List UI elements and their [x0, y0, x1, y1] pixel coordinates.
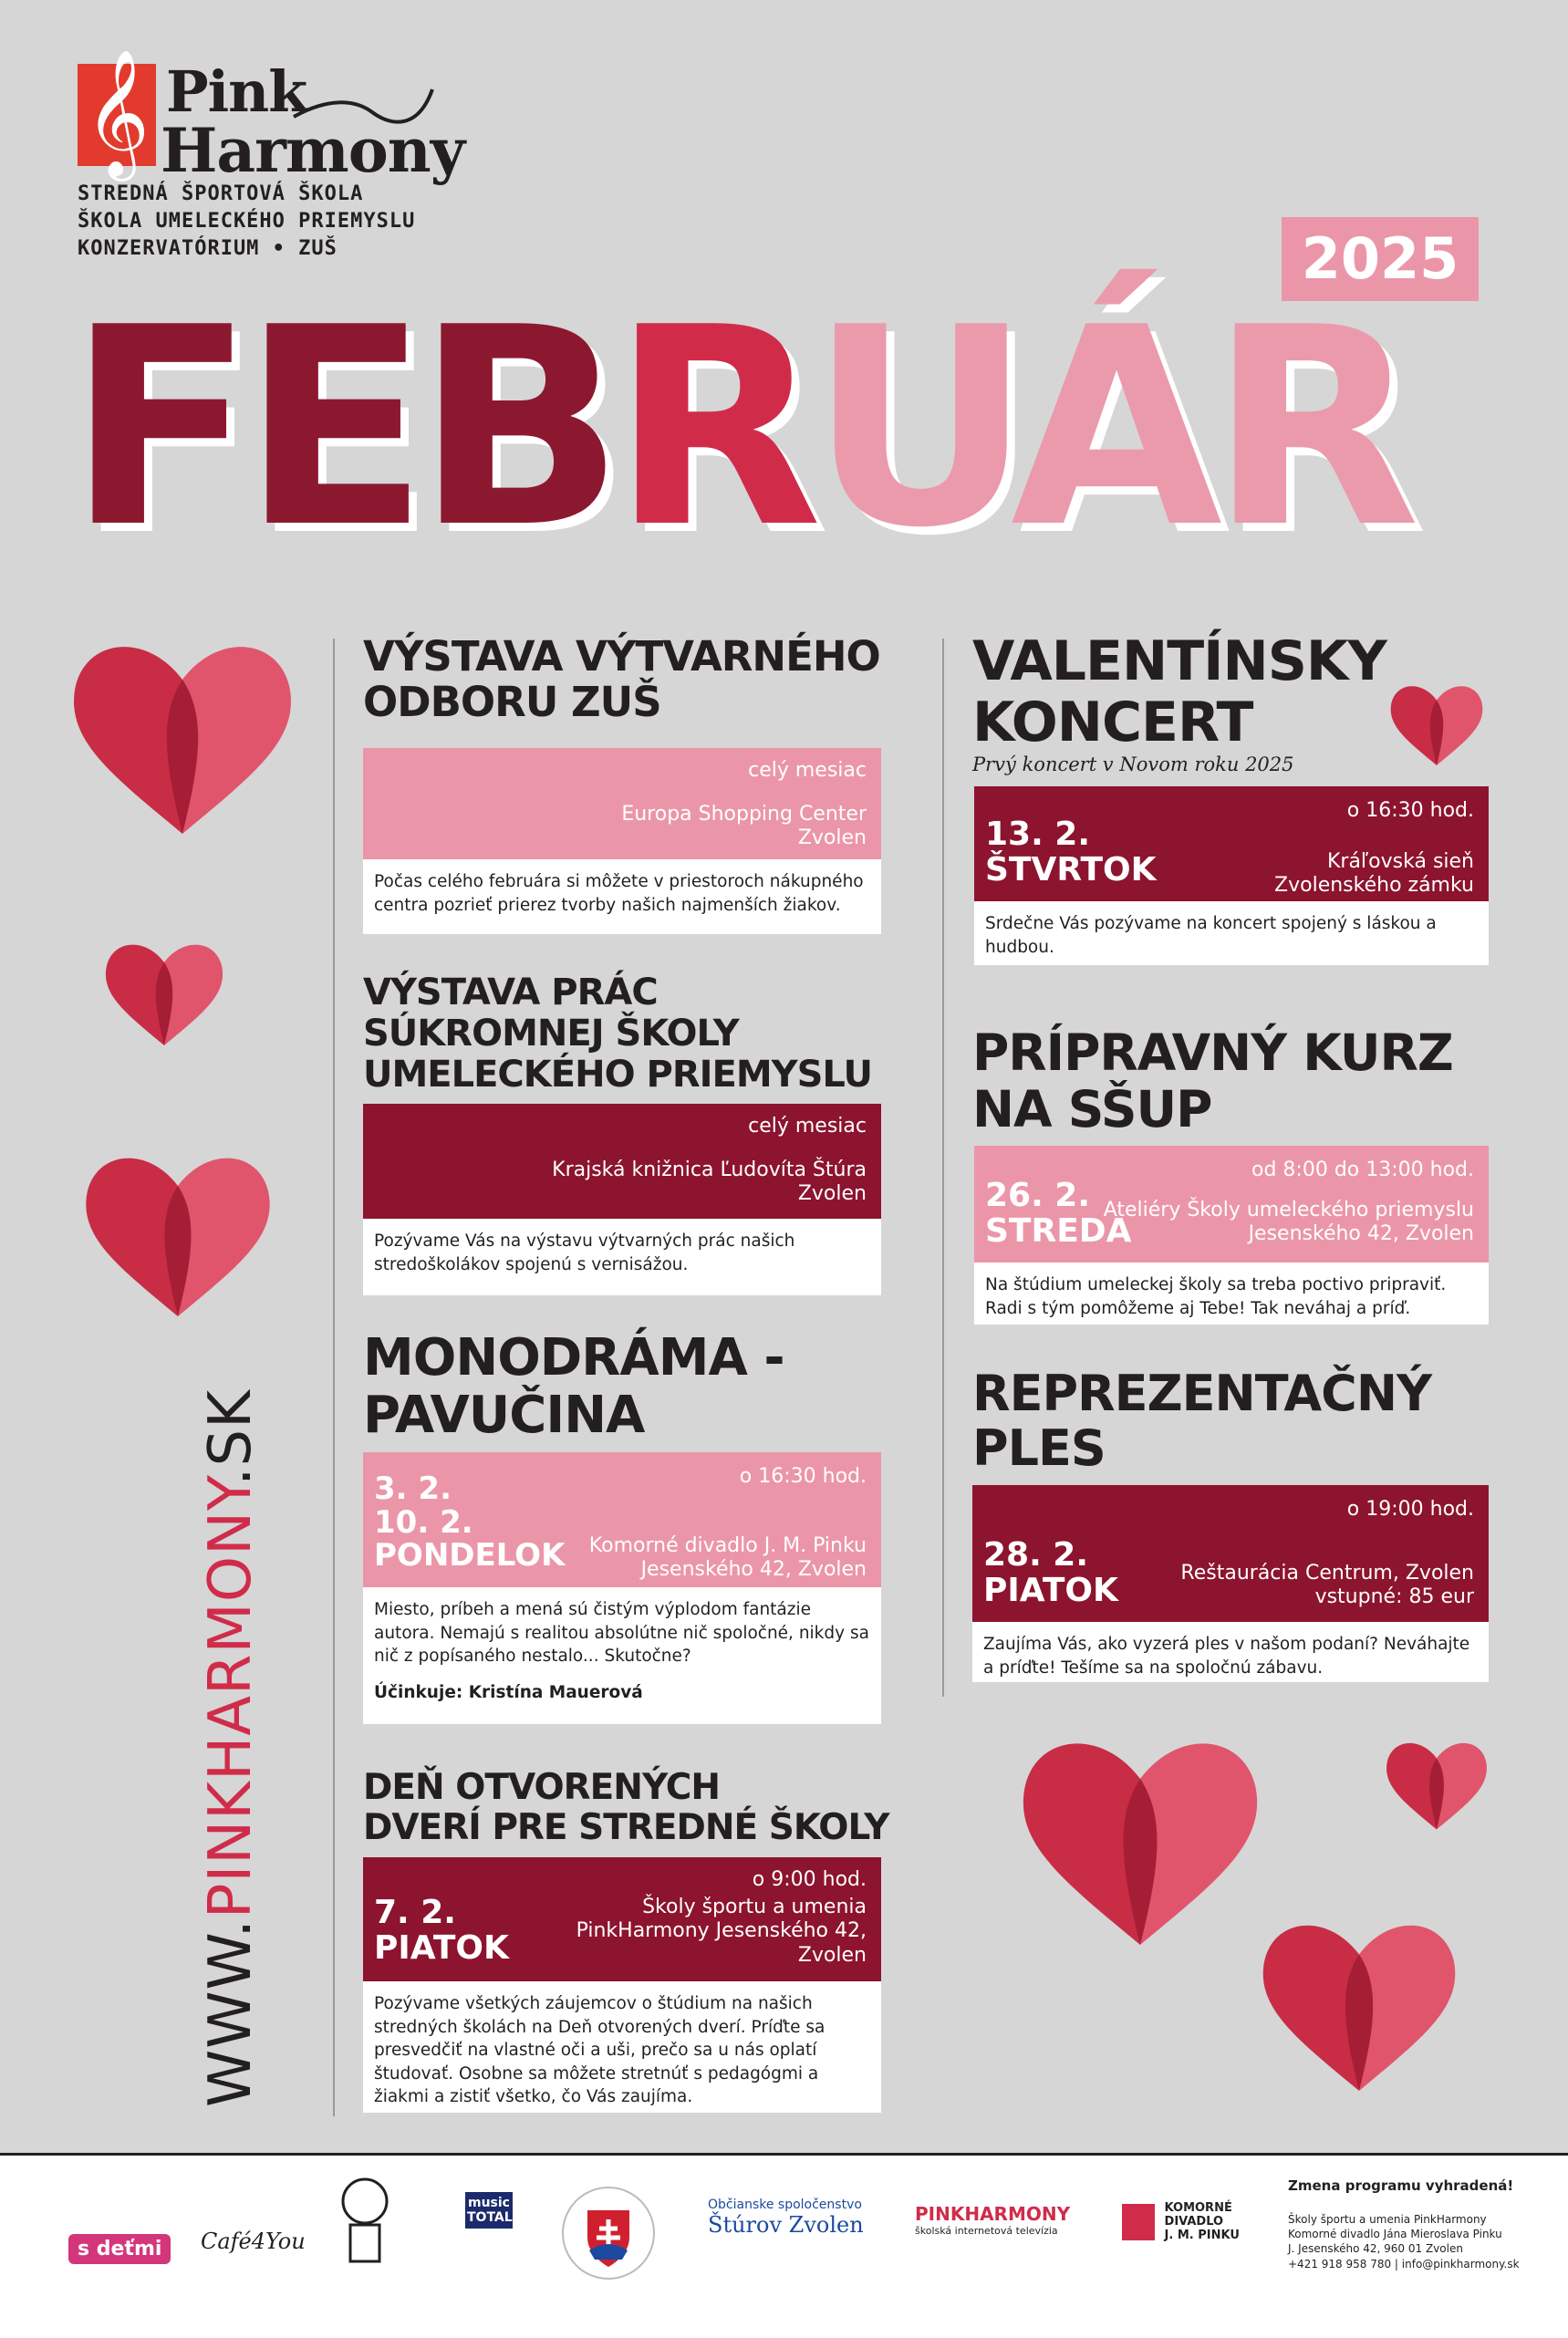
treble-clef-icon: 𝄞: [85, 49, 150, 176]
sponsor-logo: KOMORNÉ DIVADLO J. M. PINKU: [1122, 2201, 1240, 2242]
event-description: Pozývame Vás na výstavu výtvarných prác našich stredoškolákov spojenú s vernisážou.: [363, 1219, 881, 1295]
heart-icon: [78, 1140, 278, 1332]
heart-icon: [1012, 1724, 1268, 1961]
school-line: KONZERVATÓRIUM • ZUŠ: [78, 237, 337, 260]
event-title: PRÍPRAVNÝ KURZ NA SŠUP: [972, 1024, 1453, 1138]
event-time: od 8:00 do 13:00 hod.: [1251, 1159, 1474, 1181]
event-description: Srdečne Vás pozývame na koncert spojený s láskou a hudbou.: [974, 901, 1489, 965]
year-badge: 2025: [1282, 217, 1479, 301]
event-place: Europa Shopping Center Zvolen: [621, 803, 867, 850]
event-description: Pozývame všetkých záujemcov o štúdium na našich stredných školách na Deň otvorených dverí. Príďte sa presvedčiť na vlastné oči a uši, prečo sa u nás oplatí študovať. Osobne sa môžete stretnúť s pedagógmi a žiakmi a zistiť všetko, čo Vás zaujíma.: [363, 1981, 881, 2113]
heart-icon: [64, 629, 301, 848]
sponsor-logo: music TOTAL: [465, 2192, 513, 2229]
event-subtitle: Prvý koncert v Novom roku 2025: [972, 753, 1294, 775]
program-note-title: Zmena programu vyhradená!: [1288, 2177, 1514, 2194]
event-performer: Účinkuje: Kristína Mauerová: [374, 1682, 643, 1702]
event-place: Ateliéry Školy umeleckého priemyslu Jesenského 42, Zvolen: [1103, 1199, 1474, 1246]
event-info-band: [363, 748, 881, 859]
event-time: o 9:00 hod.: [752, 1868, 867, 1891]
event-date: 26. 2. STREDA: [985, 1177, 1132, 1250]
sponsor-logo: Café4You: [201, 2229, 306, 2254]
event-date: 13. 2. ŠTVRTOK: [985, 816, 1157, 888]
column-divider: [333, 639, 335, 2116]
event-time: o 19:00 hod.: [1346, 1498, 1474, 1521]
month-part: UÁR: [809, 269, 1408, 587]
theatre-mask-icon: [1122, 2204, 1155, 2240]
event-title: REPREZENTAČNÝ PLES: [972, 1365, 1432, 1478]
event-date: 28. 2. PIATOK: [983, 1536, 1118, 1609]
sponsor-logo: s deťmi: [68, 2234, 171, 2264]
footer: [0, 2153, 1568, 2338]
contact-info: Školy športu a umenia PinkHarmony Komorné divadlo Jána Mieroslava Pinku J. Jesenského 42, 960 01 Zvolen +421 918 958 780 | info@pinkharmony.sk: [1288, 2213, 1520, 2270]
event-info-band: [363, 1104, 881, 1219]
school-line: ŠKOLA UMELECKÉHO PRIEMYSLU: [78, 210, 416, 233]
month-part: R: [611, 269, 810, 587]
school-line: STREDNÁ ŠPORTOVÁ ŠKOLA: [78, 182, 364, 205]
event-info-band: [363, 1452, 881, 1587]
website-url[interactable]: WWW.PINKHARMONY.SK: [197, 1388, 265, 2107]
event-exhibition-ssup: [363, 972, 901, 1095]
event-date: 7. 2. PIATOK: [374, 1894, 509, 1967]
event-place: Kráľovská sieň Zvolenského zámku: [1274, 850, 1474, 898]
event-place: Krajská knižnica Ľudovíta Štúra Zvolen: [552, 1159, 867, 1206]
event-title: MONODRÁMA - PAVUČINA: [363, 1328, 784, 1445]
event-prep-course: [972, 1025, 1483, 1138]
event-info-band: [974, 1146, 1489, 1263]
heart-icon: [1386, 680, 1487, 771]
event-info-band: [974, 786, 1489, 901]
heart-icon: [1382, 1733, 1491, 1838]
event-place: Komorné divadlo J. M. Pinku Jesenského 42, Zvolen: [588, 1534, 867, 1582]
event-time: celý mesiac: [748, 1115, 867, 1138]
mascot-logo-icon: [328, 2174, 401, 2274]
brand-name-line1: Pink: [166, 58, 307, 125]
brand-logo-mark: [78, 49, 156, 176]
event-title: VÝSTAVA VÝTVARNÉHO ODBORU ZUŠ: [363, 632, 880, 727]
event-title: DEŇ OTVORENÝCH DVERÍ PRE STREDNÉ ŠKOLY: [363, 1767, 889, 1848]
event-title: VALENTÍNSKY KONCERT: [972, 629, 1386, 755]
event-description: Počas celého februára si môžete v priestoroch nákupného centra pozrieť prierez tvorby našich najmenších žiakov.: [363, 859, 881, 934]
event-monodrama: [363, 1330, 901, 1444]
event-description: Zaujíma Vás, ako vyzerá ples v našom podaní? Neváhajte a príďte! Tešíme sa na spoločnú zábavu.: [972, 1622, 1489, 1682]
heart-icon: [1254, 1907, 1464, 2107]
sponsor-logo: PINKHARMONY školská internetová televízia: [915, 2203, 1071, 2237]
month-title: [67, 269, 1408, 587]
column-divider: [942, 639, 944, 1697]
event-title: VÝSTAVA PRÁC SÚKROMNEJ ŠKOLY UMELECKÉHO PRIEMYSLU: [363, 972, 872, 1096]
event-place: Školy športu a umenia PinkHarmony Jesenského 42, Zvolen: [576, 1896, 867, 1967]
event-open-day: [363, 1768, 910, 1847]
brand-name-line2: Harmony: [161, 115, 465, 186]
event-ball: [972, 1366, 1483, 1477]
event-exhibition-zus: [363, 634, 901, 726]
event-time: celý mesiac: [748, 759, 867, 782]
event-info-band: [972, 1485, 1489, 1622]
event-info-band: [363, 1857, 881, 1981]
event-place: Reštaurácia Centrum, Zvolen vstupné: 85 eur: [1180, 1562, 1474, 1609]
month-part: FEB: [67, 269, 612, 587]
event-time: o 16:30 hod.: [1346, 799, 1474, 822]
sponsor-logo: Občianske spoločenstvo Štúrov Zvolen: [708, 2198, 864, 2238]
event-time: o 16:30 hod.: [739, 1465, 867, 1488]
event-description: Na štúdium umeleckej školy sa treba poctivo pripraviť. Radi s tým pomôžeme aj Tebe! Tak neváhaj a príď.: [974, 1263, 1489, 1325]
event-description: Miesto, príbeh a mená sú čistým výplodom fantázie autora. Nemajú s realitou absolútne nič spoločné, nikdy sa nič z popísaného nestalo... Skutočne? Účinkuje: Kristína Mauerová: [363, 1587, 881, 1724]
slovak-emblem-icon: [558, 2183, 659, 2283]
event-date: 3. 2. 10. 2. PONDELOK: [374, 1470, 566, 1574]
heart-icon: [100, 935, 228, 1054]
